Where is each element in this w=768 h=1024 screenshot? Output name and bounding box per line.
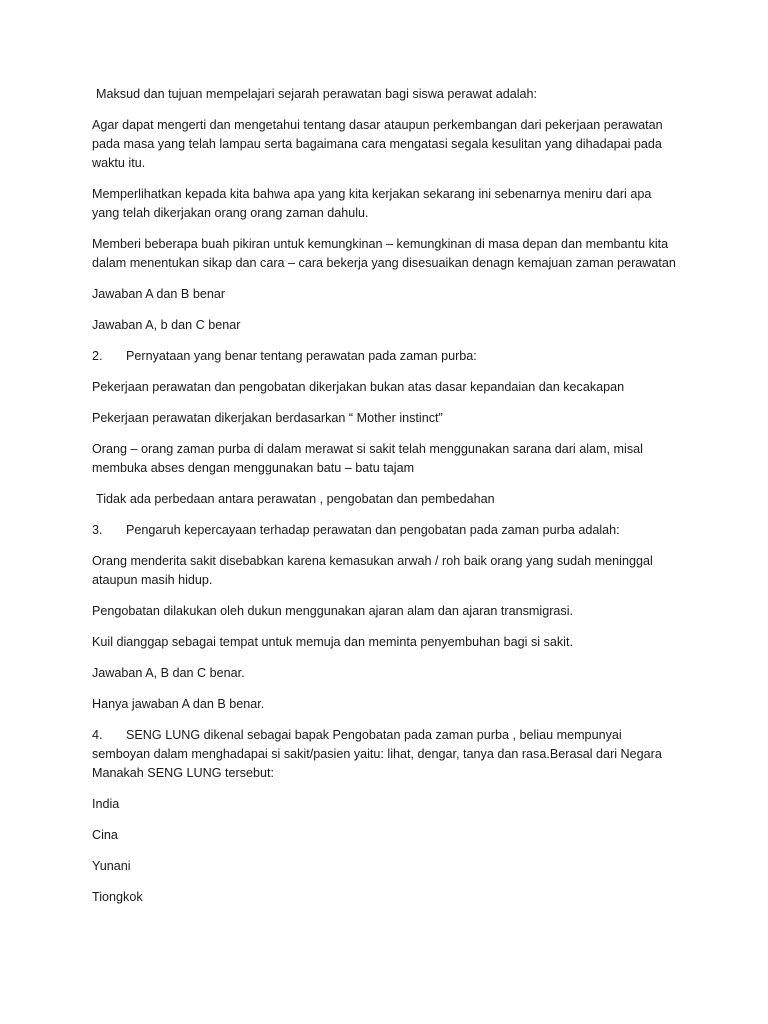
q3-option-b: Pengobatan dilakukan oleh dukun menggunakan ajaran alam dan ajaran transmigrasi. bbox=[92, 604, 573, 618]
question-3 bbox=[92, 521, 682, 540]
question-4-number: 4. bbox=[92, 728, 103, 742]
q3-option-a: Orang menderita sakit disebabkan karena kemasukan arwah / roh baik orang yang sudah meninggal ataupun masih hidup. bbox=[92, 554, 653, 587]
q3-option-e: Hanya jawaban A dan B benar. bbox=[92, 697, 265, 711]
q1-option-c: Memberi beberapa buah pikiran untuk kemungkinan – kemungkinan di masa depan dan membantu kita dalam menentukan sikap dan cara – cara bekerja yang disesuaikan denagn kemajuan zaman perawatan bbox=[92, 237, 676, 270]
q2-option-d: Tidak ada perbedaan antara perawatan , pengobatan dan pembedahan bbox=[96, 492, 495, 506]
question-3-text: Pengaruh kepercayaan terhadap perawatan dan pengobatan pada zaman purba adalah: bbox=[126, 523, 620, 537]
q2-option-a: Pekerjaan perawatan dan pengobatan dikerjakan bukan atas dasar kepandaian dan kecakapan bbox=[92, 380, 625, 394]
question-3-number: 3. bbox=[92, 523, 103, 537]
q1-option-b: Memperlihatkan kepada kita bahwa apa yang kita kerjakan sekarang ini sebenarnya meniru dari apa yang telah dikerjakan orang orang zaman dahulu. bbox=[92, 187, 652, 220]
question-2 bbox=[92, 347, 682, 366]
document-content bbox=[92, 85, 682, 919]
q2-option-c: Orang – orang zaman purba di dalam merawat si sakit telah menggunakan sarana dari alam, misal membuka abses dengan menggunakan batu – batu tajam bbox=[92, 442, 643, 475]
q4-option-d: Tiongkok bbox=[92, 890, 143, 904]
question-2-number: 2. bbox=[92, 349, 103, 363]
q2-option-b: Pekerjaan perawatan dikerjakan berdasarkan “ Mother instinct” bbox=[92, 411, 443, 425]
question-4 bbox=[92, 726, 682, 783]
q4-option-a: India bbox=[92, 797, 120, 811]
q1-option-d: Jawaban A dan B benar bbox=[92, 287, 226, 301]
q3-option-c: Kuil dianggap sebagai tempat untuk memuja dan meminta penyembuhan bagi si sakit. bbox=[92, 635, 573, 649]
q3-option-d: Jawaban A, B dan C benar. bbox=[92, 666, 245, 680]
q1-option-a: Agar dapat mengerti dan mengetahui tentang dasar ataupun perkembangan dari pekerjaan perawatan pada masa yang telah lampau serta bagaimana cara mengatasi segala kesulitan yang dihadapai pada waktu itu. bbox=[92, 118, 663, 170]
q1-option-e: Jawaban A, b dan C benar bbox=[92, 318, 241, 332]
question-4-text: SENG LUNG dikenal sebagai bapak Pengobatan pada zaman purba , beliau mempunyai semboyan dalam menghadapai si sakit/pasien yaitu: lihat, dengar, tanya dan rasa.Berasal dari Negara Manakah SENG LUNG tersebut: bbox=[92, 728, 662, 780]
intro-question: Maksud dan tujuan mempelajari sejarah perawatan bagi siswa perawat adalah: bbox=[96, 87, 538, 101]
q4-option-c: Yunani bbox=[92, 859, 131, 873]
question-2-text: Pernyataan yang benar tentang perawatan pada zaman purba: bbox=[126, 349, 477, 363]
q4-option-b: Cina bbox=[92, 828, 118, 842]
